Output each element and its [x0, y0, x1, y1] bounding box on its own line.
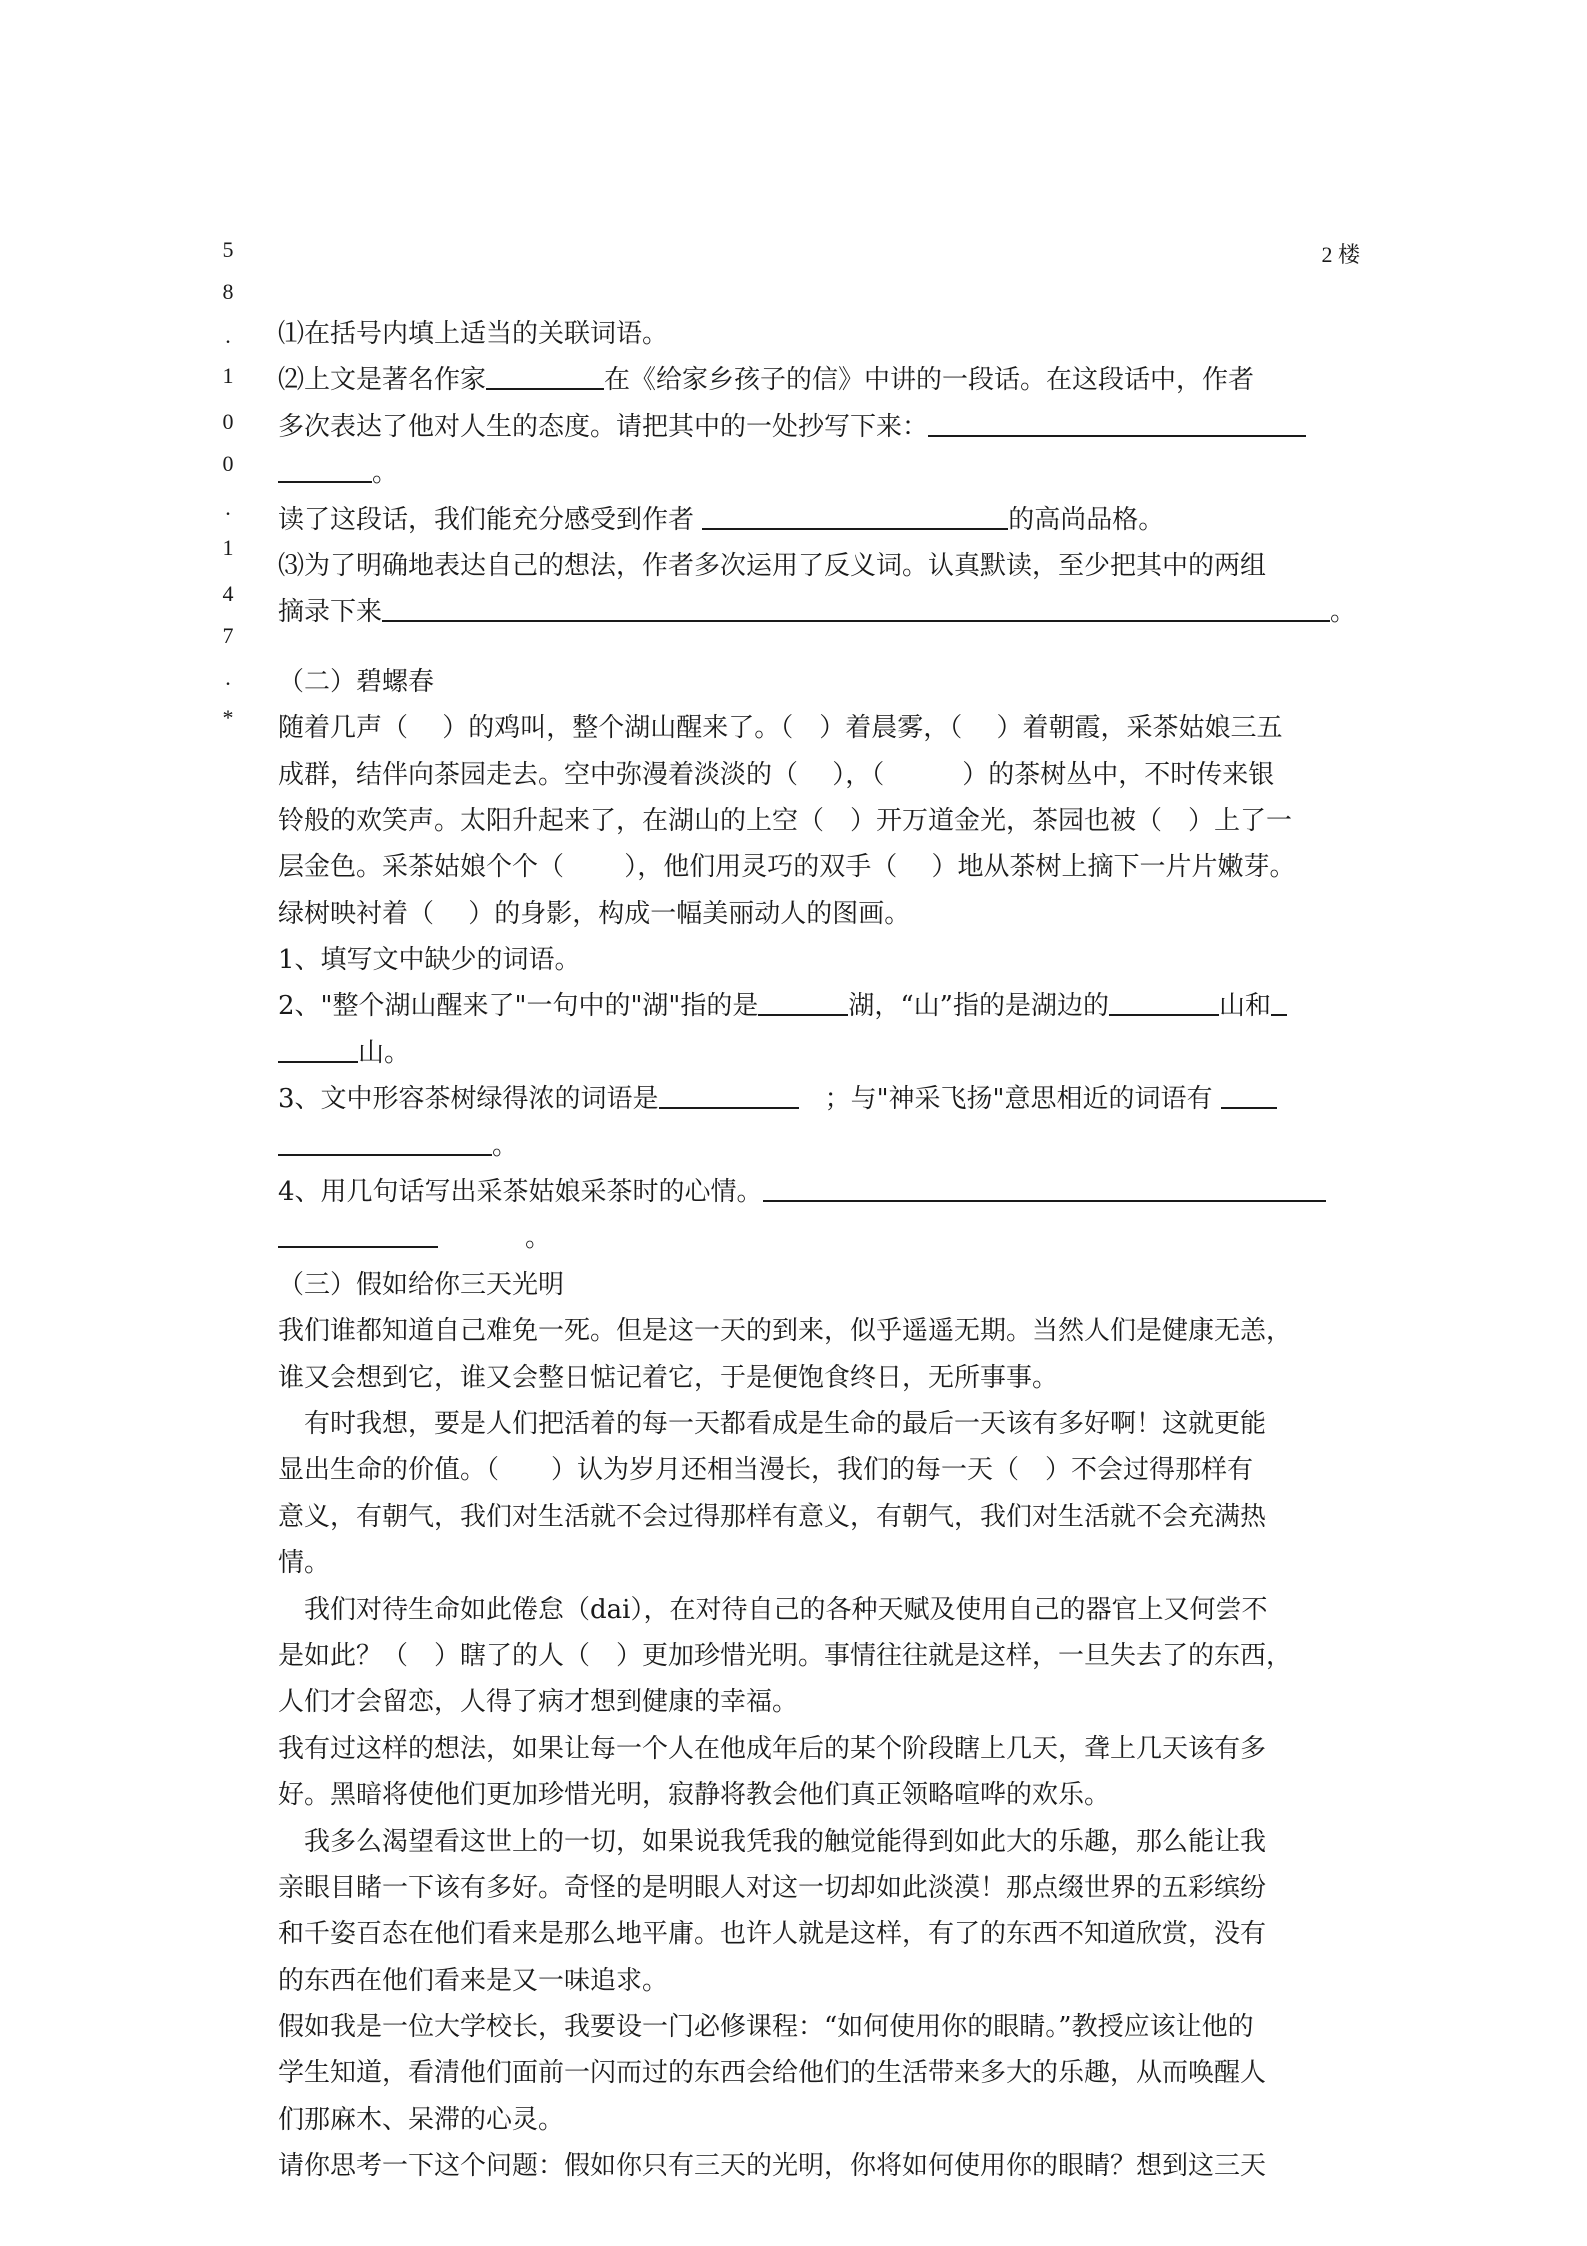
answer-blank[interactable] — [659, 1077, 799, 1109]
margin-char: * — [222, 705, 234, 730]
passage-line: 人们才会留恋，人得了病才想到健康的幸福。 — [278, 1687, 799, 1718]
margin-char: . — [225, 323, 231, 348]
margin-char: 4 — [222, 581, 234, 606]
question-line — [278, 983, 1363, 1029]
question-text: 2、"整个湖山醒来了"一句中的"湖"指的是 — [278, 991, 759, 1022]
passage-line: 显出生命的价值。（ ）认为岁月还相当漫长，我们的每一天（ ）不会过得那样有 — [278, 1455, 1254, 1486]
question-text: ；与"神采飞扬"意思相近的词语有 — [824, 1084, 1221, 1115]
question-line — [278, 450, 1363, 496]
margin-char: 7 — [222, 623, 234, 648]
margin-char: . — [225, 665, 231, 690]
page-label: 2 楼 — [1321, 242, 1360, 267]
passage-line: 们那麻木、呆滞的心灵。 — [278, 2104, 565, 2135]
question-text: 摘录下来 — [278, 597, 383, 628]
question-line — [278, 1123, 1363, 1169]
answer-blank[interactable] — [382, 590, 1330, 622]
answer-blank[interactable] — [928, 405, 1306, 437]
margin-char: . — [225, 495, 231, 520]
passage-line: 的东西在他们看来是又一味追求。 — [278, 1965, 669, 1996]
answer-blank[interactable] — [758, 984, 848, 1016]
passage-line: 绿树映衬着（ ）的身影，构成一幅美丽动人的图画。 — [278, 898, 911, 929]
answer-blank[interactable] — [278, 1031, 358, 1063]
question-text: 4、用几句话写出采茶姑娘采茶时的心情。 — [278, 1177, 763, 1208]
passage-line: 我多么渴望看这世上的一切，如果说我凭我的触觉能得到如此大的乐趣，那么能让我 — [278, 1826, 1267, 1857]
question-line — [278, 1215, 1363, 1261]
question-text: 3、文中形容茶树绿得浓的词语是 — [278, 1084, 659, 1115]
passage-line: 亲眼目睹一下该有多好。奇怪的是明眼人对这一切却如此淡漠！那点缀世界的五彩缤纷 — [278, 1872, 1267, 1903]
question-text: 山。 — [358, 1037, 411, 1068]
question-text: 的高尚品格。 — [1008, 504, 1165, 535]
question-line — [278, 543, 1363, 589]
question-line — [278, 1030, 1363, 1076]
passage-line: 假如我是一位大学校长，我要设一门必修课程：“如何使用你的眼睛。”教授应该让他的 — [278, 2012, 1254, 2043]
passage-line: 意义，有朝气，我们对生活就不会过得那样有意义，有朝气，我们对生活就不会充满热 — [278, 1501, 1267, 1532]
answer-blank[interactable] — [763, 1170, 1326, 1202]
question-text: 。 — [524, 1223, 551, 1254]
passage-line: 和千姿百态在他们看来是那么地平庸。也许人就是这样，有了的东西不知道欣赏，没有 — [278, 1919, 1267, 1950]
question-text: ⑵上文是著名作家 — [278, 365, 487, 396]
question-text: 1、填写文中缺少的词语。 — [278, 945, 581, 976]
question-text: 多次表达了他对人生的态度。请把其中的一处抄写下来： — [278, 411, 929, 442]
passage-line: 我们对待生命如此倦怠（dai），在对待自己的各种天赋及使用自己的器官上又何尝不 — [278, 1594, 1268, 1625]
passage-line: 请你思考一下这个问题：假如你只有三天的光明，你将如何使用你的眼睛？想到这三天 — [278, 2151, 1267, 2182]
passage-line: 铃般的欢笑声。太阳升起来了，在湖山的上空（ ）开万道金光，茶园也被（ ）上了一 — [278, 805, 1293, 836]
question-text: 山和 — [1218, 991, 1271, 1022]
question-text: 。 — [1330, 597, 1357, 628]
question-text: ⑶为了明确地表达自己的想法，作者多次运用了反义词。认真默读，至少把其中的两组 — [278, 550, 1267, 581]
passage-line: 随着几声（ ）的鸡叫，整个湖山醒来了。（ ）着晨雾，（ ）着朝霞，采茶姑娘三五 — [278, 713, 1283, 744]
worksheet-content — [278, 311, 1363, 2190]
margin-char: 0 — [222, 451, 234, 476]
answer-blank[interactable] — [1109, 984, 1219, 1016]
answer-blank[interactable] — [1271, 984, 1287, 1016]
passage-line: 我们谁都知道自己难免一死。但是这一天的到来，似乎遥遥无期。当然人们是健康无恙， — [278, 1316, 1293, 1347]
passage-line: 层金色。采茶姑娘个个（ ），他们用灵巧的双手（ ）地从茶树上摘下一片片嫩芽。 — [278, 852, 1296, 883]
answer-blank[interactable] — [278, 451, 372, 483]
margin-char: 1 — [222, 363, 234, 388]
question-line — [278, 311, 1363, 357]
question-text: 在《给家乡孩子的信》中讲的一段话。在这段话中，作者 — [604, 365, 1255, 396]
passage-line: 学生知道，看清他们面前一闪而过的东西会给他们的生活带来多大的乐趣，从而唤醒人 — [278, 2058, 1267, 2089]
question-text: 读了这段话，我们能充分感受到作者 — [278, 504, 703, 535]
question-text: 湖，“山”指的是湖边的 — [848, 991, 1109, 1022]
passage-line: 好。黑暗将使他们更加珍惜光明，寂静将教会他们真正领略喧哗的欢乐。 — [278, 1780, 1111, 1811]
margin-char: 8 — [222, 279, 234, 304]
margin-char: 0 — [222, 409, 234, 434]
question-line — [278, 1169, 1363, 1215]
passage-line: 成群，结伴向茶园走去。空中弥漫着淡淡的（ ），（ ）的茶树丛中，不时传来银 — [278, 759, 1275, 790]
passage-line: 我有过这样的想法，如果让每一个人在他成年后的某个阶段瞎上几天，聋上几天该有多 — [278, 1733, 1267, 1764]
answer-blank[interactable] — [486, 358, 604, 390]
question-text: 。 — [492, 1130, 519, 1161]
question-line — [278, 937, 1363, 983]
question-line — [278, 497, 1363, 543]
passage-line: 情。 — [278, 1548, 331, 1579]
margin-char: 1 — [222, 535, 234, 560]
question-text: ⑴在括号内填上适当的关联词语。 — [278, 319, 669, 349]
question-line — [278, 357, 1363, 403]
question-line — [278, 1076, 1363, 1122]
section-title: （二）碧螺春 — [278, 666, 435, 697]
answer-blank[interactable] — [278, 1216, 438, 1248]
question-line — [278, 589, 1363, 635]
passage-line: 有时我想，要是人们把活着的每一天都看成是生命的最后一天该有多好啊！这就更能 — [278, 1408, 1267, 1439]
margin-char: 5 — [222, 237, 234, 262]
question-line — [278, 404, 1363, 450]
answer-blank[interactable] — [278, 1124, 492, 1156]
answer-blank[interactable] — [702, 498, 1008, 530]
answer-blank[interactable] — [1221, 1077, 1277, 1109]
section-title: （三）假如给你三天光明 — [278, 1269, 565, 1300]
passage-line: 谁又会想到它，谁又会整日惦记着它，于是便饱食终日，无所事事。 — [278, 1362, 1059, 1393]
question-text: 。 — [372, 458, 399, 489]
passage-line: 是如此？（ ）瞎了的人（ ）更加珍惜光明。事情往往就是这样，一旦失去了的东西， — [278, 1640, 1293, 1671]
